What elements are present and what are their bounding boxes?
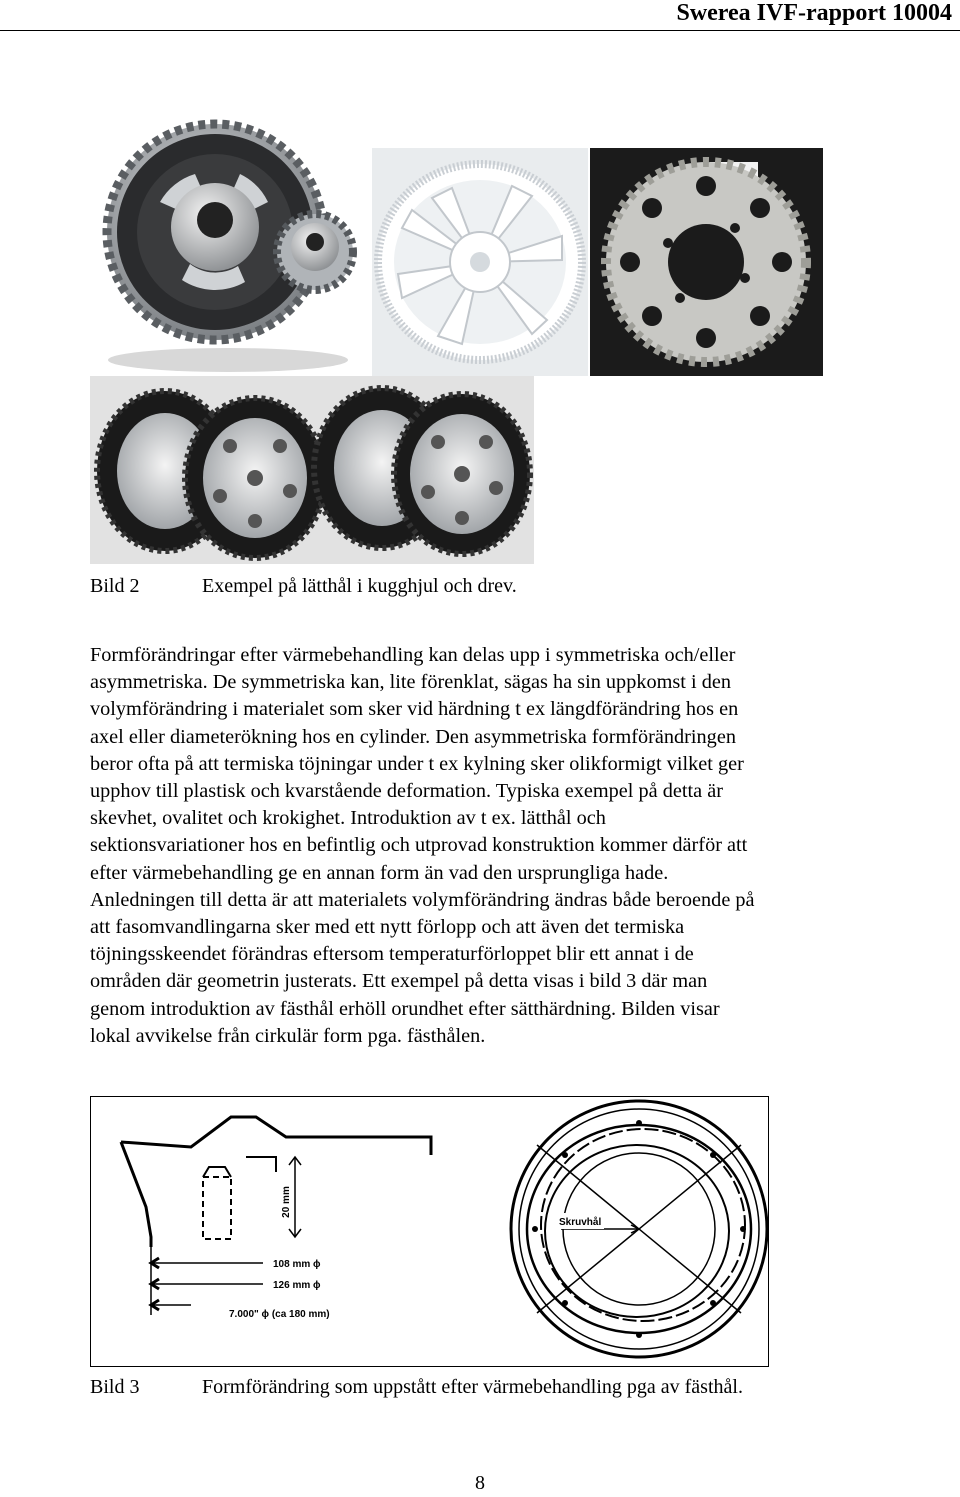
paragraph-line: att fasomvandlingarna sker med ett nytt förlopp och att även det termiska [90,916,685,939]
dim-126-label: 126 mm ϕ [273,1280,321,1291]
paragraph-line: Anledningen till detta är att materialets volymförändring ändras både beroende på [90,888,755,911]
paragraph-line: volymförändring i materialet som sker vid härdning t ex längdförändring hos en [90,698,739,721]
paragraph-line: axel eller diameterökning hos en cylinder. Den asymmetriska formförändringen [90,725,736,748]
photo-metal-gears [90,92,370,377]
paragraph-line: upphov till plastisk och kvarstående deformation. Typiska exempel på detta är [90,780,723,803]
dim-180-label: 7.000" ϕ (ca 180 mm) [229,1309,330,1320]
photo-sprocket [590,148,823,376]
figure-3-caption [90,1376,890,1402]
body-paragraph [90,642,880,1050]
paragraph-line: Formförändringar efter värmebehandling kan delas upp i symmetriska och/eller [90,644,736,666]
dim-height-label: 20 mm [281,1186,292,1218]
paragraph-line: genom introduktion av fästhål erhöll orundhet efter sätthärdning. Bilden visar [90,997,720,1020]
paragraph-line: beror ofta på att termiska töjningar under t ex kylning sker olikformigt vilket ger [90,752,744,775]
paragraph-line: lokal avvikelse från cirkulär form pga. fästhålen. [90,1024,486,1047]
photo-pulleys [90,376,534,564]
screw-hole-label: Skruvhål [559,1217,602,1228]
page-header [0,0,960,31]
report-title: Swerea IVF-rapport 10004 [676,0,952,26]
figure-3-caption-text: Formförändring som uppstått efter värmebehandling pga av fästhål. [202,1376,743,1398]
figure-2-caption [90,575,790,601]
page-number: 8 [475,1472,485,1494]
figure-3-drawing [90,1096,769,1367]
dim-108-label: 108 mm ϕ [273,1259,321,1270]
paragraph-line: sektionsvariationer hos en befintlig och utprovad konstruktion kommer därför att [90,834,748,857]
photo-plastic-gear [372,148,588,376]
paragraph-line: asymmetriska. De symmetriska kan, lite förenklat, sägas ha sin uppkomst i den [90,671,731,694]
figure-3-label: Bild 3 [90,1376,140,1398]
paragraph-line: töjningsskeendet förändras eftersom temperaturförloppet blir ett annat i de [90,943,694,966]
ring-deformation-drawing [511,1101,767,1357]
paragraph-line: skevhet, ovalitet och krokighet. Introduktion av t ex. lätthål och [90,807,606,830]
figure-2-caption-text: Exempel på lätthål i kugghjul och drev. [202,575,517,597]
paragraph-line: efter värmebehandling ge en annan form än vad den ursprungliga hade. [90,861,669,884]
paragraph-line: områden där geometrin justerats. Ett exempel på detta visas i bild 3 där man [90,970,708,993]
figure-2-label: Bild 2 [90,575,140,597]
